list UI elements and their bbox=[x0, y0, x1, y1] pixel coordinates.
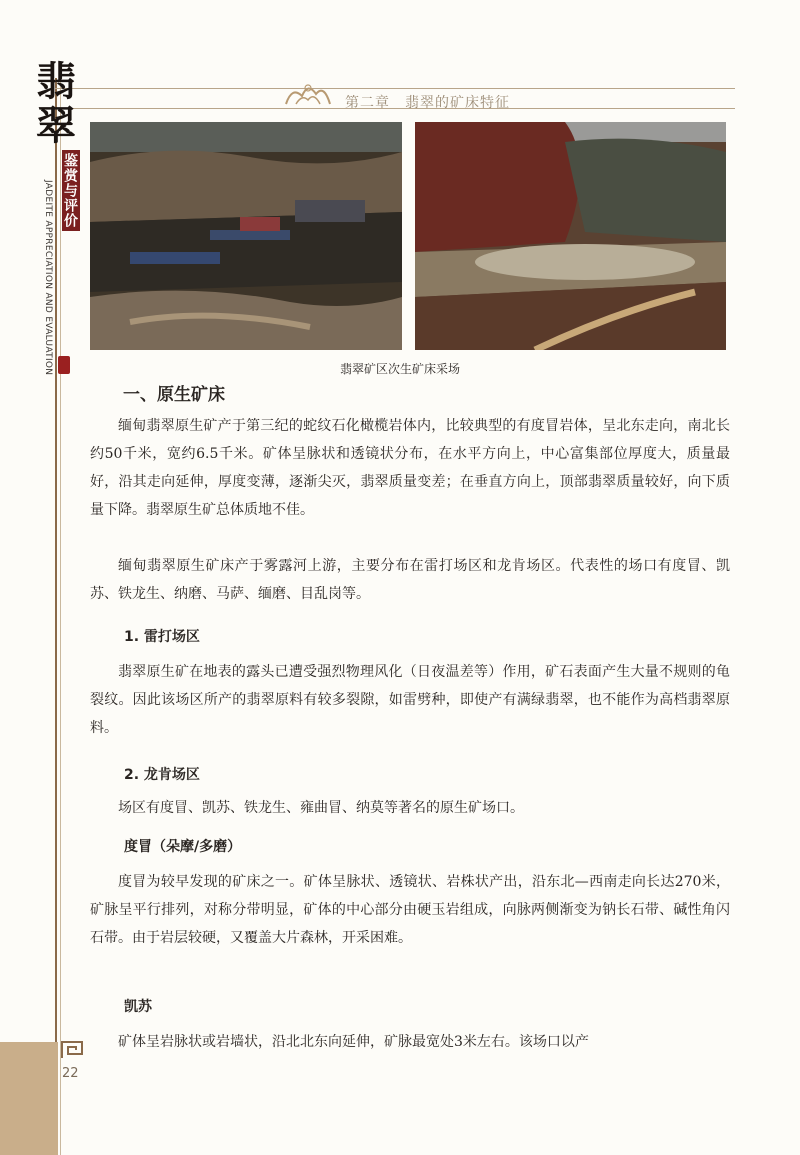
frame-border-inner bbox=[60, 78, 61, 1155]
paragraph-1: 缅甸翡翠原生矿产于第三纪的蛇纹石化橄榄岩体内，比较典型的有度冒岩体，呈北东走向，南北长约50千米，宽约6.5千米。矿体呈脉状和透镜状分布，在水平方向上，中心富集部位厚度大，质量最好，沿其走向延伸，厚度变薄，逐渐尖灭，翡翠质量变差；在垂直方向上，顶部翡翠质量较好，向下质量下降。翡翠原生矿总体质地不佳。 bbox=[90, 418, 730, 518]
figure-caption: 翡翠矿区次生矿床采场 bbox=[340, 362, 461, 376]
fret-pattern-icon bbox=[60, 1040, 86, 1060]
header-rule-top bbox=[55, 88, 735, 89]
brand-subtitle: 鉴赏与评价 bbox=[62, 150, 80, 231]
paragraph-2: 缅甸翡翠原生矿床产于雾露河上游，主要分布在雷打场区和龙肯场区。代表性的场口有度冒、凯苏、铁龙生、纳磨、马萨、缅磨、目乱岗等。 bbox=[90, 558, 730, 602]
subheading-leida: 1. 雷打场区 bbox=[124, 629, 200, 645]
red-seal-icon bbox=[58, 356, 70, 374]
mine-photo-right bbox=[415, 122, 726, 350]
section-heading-primary-deposit: 一、原生矿床 bbox=[123, 385, 225, 405]
subheading-longken: 2. 龙肯场区 bbox=[124, 767, 200, 783]
cloud-ornament-icon bbox=[282, 78, 334, 108]
mine-photo-left bbox=[90, 122, 402, 350]
paragraph-5: 度冒为较早发现的矿床之一。矿体呈脉状、透镜状、岩株状产出，沿东北—西南走向长达270米，矿脉呈平行排列，对称分带明显，矿体的中心部分由硬玉岩组成，向脉两侧渐变为钠长石带、碱性角闪石带。由于岩层较硬，又覆盖大片森林，开采困难。 bbox=[90, 874, 730, 946]
frame-border bbox=[55, 78, 57, 1155]
page-number: 22 bbox=[62, 1066, 79, 1081]
footer-band bbox=[0, 1042, 58, 1155]
chapter-header: 第二章 翡翠的矿床特征 bbox=[345, 95, 510, 111]
paragraph-4: 场区有度冒、凯苏、铁龙生、雍曲冒、纳莫等著名的原生矿场口。 bbox=[118, 800, 524, 816]
subheading-dumao: 度冒（朵摩/多磨） bbox=[124, 839, 242, 855]
brand-english-title: JADEITE APPRECIATION AND EVALUATION bbox=[43, 180, 53, 376]
paragraph-6: 矿体呈岩脉状或岩墙状，沿北北东向延伸，矿脉最宽处3米左右。该场口以产 bbox=[118, 1034, 589, 1050]
paragraph-3: 翡翠原生矿在地表的露头已遭受强烈物理风化（日夜温差等）作用，矿石表面产生大量不规则的龟裂纹。因此该场区所产的翡翠原料有较多裂隙，如雷劈种，即使产有满绿翡翠，也不能作为高档翡翠原料。 bbox=[90, 664, 730, 736]
subheading-kaisu: 凯苏 bbox=[124, 999, 152, 1015]
brand-char-2: 翠 bbox=[36, 102, 76, 149]
brand-char-1: 翡 bbox=[36, 58, 76, 105]
